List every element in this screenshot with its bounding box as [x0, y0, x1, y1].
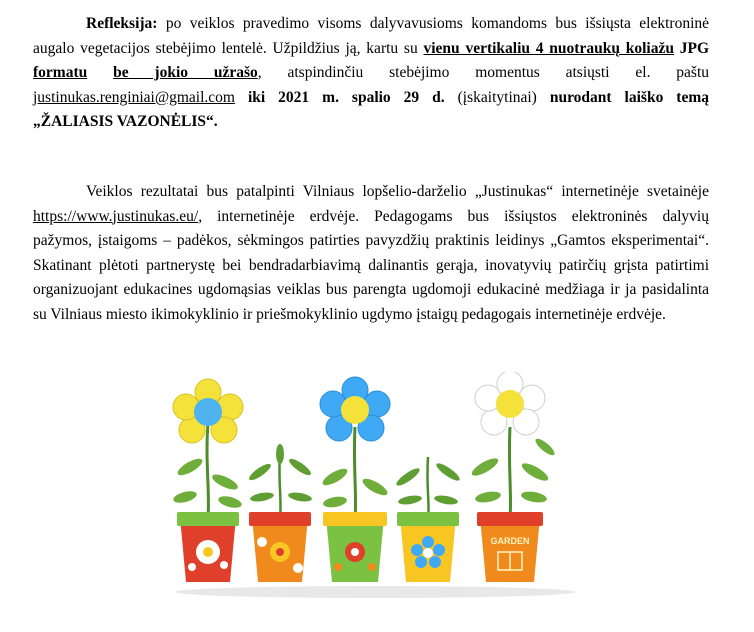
flower-4	[394, 457, 462, 582]
para2-line6: su Vilniaus miesto ikimokyklinio ir priešmokyklinio ugdymo įstaigų pedagogais internetinėje erdvėje.	[33, 305, 666, 323]
flower-pots-illustration	[150, 372, 600, 602]
flower-5	[470, 372, 557, 582]
para1-line2: augalo vegetacijos stebėjimo lentelė. Užpildžius ją, kartu su vienu vertikaliu 4 nuotraukų koliažu JPG	[33, 39, 710, 57]
para1-line4: justinukas.renginiai@gmail.com iki 2021 m. spalio 29 d. (įskaitytinai) nurodant laiško temą	[33, 88, 710, 106]
pot-label: GARDEN	[490, 536, 530, 546]
reflection-paragraph	[33, 12, 709, 135]
collage-requirement: vienu vertikaliu 4 nuotraukų koliažu	[423, 39, 674, 57]
reflection-label: Refleksija:	[86, 15, 158, 32]
para2-line1: Veiklos rezultatai bus patalpinti Vilniaus lopšelio-darželio „Justinukas“ internetinėje svetainėje	[86, 183, 709, 200]
website-link[interactable]: https://www.justinukas.eu/	[33, 207, 199, 225]
results-paragraph	[33, 180, 709, 327]
email-link[interactable]: justinukas.renginiai@gmail.com	[33, 88, 235, 106]
flower-3	[320, 377, 390, 582]
para1-line5	[33, 110, 709, 135]
para1-line3: formatu be jokio užrašo, atspindinčiu stebėjimo momentus atsiųsti el. paštu	[33, 64, 710, 81]
flower-2	[247, 444, 313, 582]
no-caption-requirement: be jokio užrašo	[113, 64, 258, 81]
para2-line2: https://www.justinukas.eu/, internetinėje erdvėje. Pedagogams bus išsiųstos elektroninės dalyvių	[33, 207, 709, 225]
flower-1	[172, 379, 243, 582]
deadline: iki 2021 m. spalio 29 d.	[247, 88, 445, 106]
para1-line1: Refleksija: po veiklos pravedimo visoms dalyvavusioms komandoms bus išsiųsta elektroninė	[86, 15, 710, 32]
para2-line3: pažymos, įstaigoms – padėkos, sėkmingos patirties pavyzdžių praktinis leidinys „Gamtos eksperimentai“.	[33, 232, 709, 249]
para2-line4: Skatinant plėtoti partnerystę bei bendradarbiavimą dalinantis gerąja, inovatyvių patirčių grįsta patirtimi	[33, 256, 709, 274]
para2-line5: organizuojant edukacines ugdomąsias veiklas bus parengta ugdomoji edukacinė medžiaga ir ja pasidalinta	[33, 281, 709, 298]
email-subject: „ŽALIASIS VAZONĖLIS“.	[33, 113, 218, 130]
